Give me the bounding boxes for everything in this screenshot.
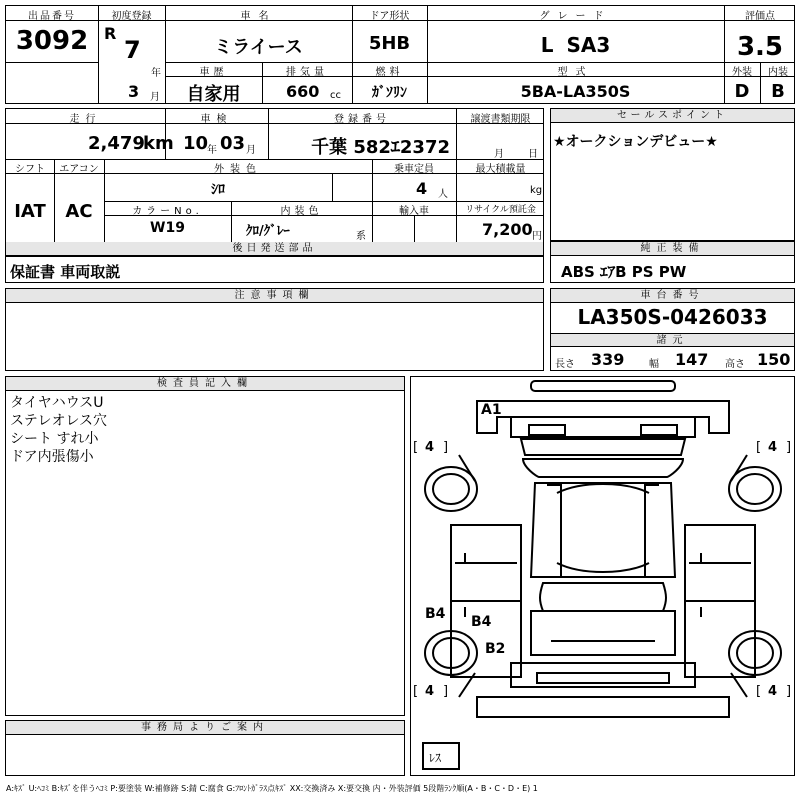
height: 150 bbox=[757, 350, 791, 369]
model-label: 型式 bbox=[557, 67, 594, 78]
mileage: 2,479 bbox=[88, 133, 145, 154]
inspector-note: ステレオレス穴 bbox=[10, 413, 108, 429]
reg-month: 3 bbox=[128, 82, 140, 101]
capacity-label: 乗車定員 bbox=[394, 164, 434, 175]
displacement: 660 bbox=[286, 82, 320, 101]
car-name-label: 車名 bbox=[240, 11, 277, 22]
equipment: ABS ｴｱB PS PW bbox=[561, 263, 687, 281]
tire-bracket-open: [ bbox=[756, 440, 762, 455]
damage-mark-b4-left: B4 bbox=[425, 606, 446, 622]
exterior-grade: D bbox=[734, 81, 750, 102]
insp-year: 10 bbox=[183, 133, 209, 154]
fuel-label: 燃料 bbox=[375, 67, 404, 78]
selling-points-box bbox=[550, 108, 795, 241]
transfer-label: 譲渡書類期限 bbox=[470, 114, 531, 125]
lot-label: 出品番号 bbox=[28, 11, 76, 22]
shift-label: シフト bbox=[15, 164, 45, 175]
score-label: 評価点 bbox=[745, 11, 775, 22]
length: 339 bbox=[591, 350, 625, 369]
tire-bracket-open: [ bbox=[756, 684, 762, 699]
inspector-label: 検査員記入欄 bbox=[6, 377, 404, 391]
insp-year-unit: 年 bbox=[207, 145, 217, 156]
transfer-day: 日 bbox=[528, 149, 538, 160]
door-type: 5HB bbox=[368, 33, 411, 54]
tire-rear-right: 4 bbox=[768, 684, 778, 699]
first-reg-label: 初度登録 bbox=[111, 11, 152, 22]
length-label: 長さ bbox=[555, 359, 575, 370]
score: 3.5 bbox=[736, 32, 784, 62]
insp-month: 03 bbox=[220, 133, 246, 154]
later-parts-box bbox=[5, 256, 544, 283]
model: 5BA-LA350S bbox=[520, 82, 631, 101]
plate-label: 登録番号 bbox=[334, 114, 390, 125]
capacity: 4 bbox=[416, 179, 428, 198]
displacement-unit: cc bbox=[330, 90, 341, 101]
reg-month-unit: 月 bbox=[150, 92, 160, 103]
inspector-note: シート すれ小 bbox=[10, 431, 99, 447]
specs-label: 諸元 bbox=[551, 333, 794, 347]
damage-mark-b4-center: B4 bbox=[471, 614, 492, 630]
tire-bracket-close: ] bbox=[786, 684, 792, 699]
mileage-label: 走行 bbox=[69, 114, 102, 125]
width: 147 bbox=[675, 350, 709, 369]
header-section bbox=[5, 5, 795, 104]
tire-bracket-close: ] bbox=[443, 440, 449, 455]
car-diagram bbox=[411, 377, 794, 775]
plate-number: 千葉 582ｴ2372 bbox=[311, 137, 450, 158]
exterior-label: 外装 bbox=[732, 67, 752, 78]
capacity-unit: 人 bbox=[438, 189, 448, 200]
recycle-label: リサイクル預託金 bbox=[465, 205, 536, 215]
import-label: 輸入車 bbox=[399, 206, 429, 217]
reg-year: 7 bbox=[124, 36, 141, 64]
grade: L SA3 bbox=[540, 33, 611, 57]
selling-points-label: セールスポイント bbox=[551, 109, 794, 123]
displacement-label: 排気量 bbox=[286, 67, 328, 78]
tire-front-left: 4 bbox=[425, 440, 435, 455]
recycle-fee: 7,200 bbox=[482, 220, 533, 239]
inspection-label: 車検 bbox=[200, 114, 233, 125]
tire-front-right: 4 bbox=[768, 440, 778, 455]
caution-label: 注意事項欄 bbox=[6, 289, 543, 303]
interior-color-unit: 系 bbox=[356, 231, 366, 242]
ext-color-label: 外装色 bbox=[214, 164, 262, 175]
exterior-color: ｼﾛ bbox=[211, 182, 225, 198]
history-label: 車歴 bbox=[199, 67, 228, 78]
grade-label: グレード bbox=[539, 11, 612, 22]
damage-mark-a1: A1 bbox=[481, 402, 502, 418]
ac: AC bbox=[65, 201, 93, 222]
tire-bracket-close: ] bbox=[443, 684, 449, 699]
inspector-box bbox=[5, 376, 405, 716]
door-label: ドア形状 bbox=[369, 11, 410, 22]
legend: A:ｷｽﾞ U:ﾍｺﾐ B:ｷｽﾞを伴うﾍｺﾐ P:要塗装 W:補修跡 S:錆 C:腐食 G:ﾌﾛﾝﾄｶﾞﾗｽ点ｷｽﾞ XX:交換済み X:要交換 内・外装評価 5段階ﾗﾝｸ順(A・B・C・D・E) 1 bbox=[6, 784, 538, 793]
tire-rear-left: 4 bbox=[425, 684, 435, 699]
interior-color: ｸﾛ/ｸﾞﾚｰ bbox=[246, 224, 290, 239]
ac-label: エアコン bbox=[59, 164, 99, 175]
shift: IAT bbox=[14, 201, 46, 222]
inspector-note: ドア内張傷小 bbox=[10, 449, 94, 465]
era: R bbox=[104, 24, 117, 43]
chassis-number: LA350S-0426033 bbox=[577, 305, 768, 329]
later-parts: 保証書 車両取説 bbox=[10, 263, 121, 281]
width-label: 幅 bbox=[649, 359, 659, 370]
chassis-label: 車台番号 bbox=[551, 289, 794, 303]
recycle-unit: 円 bbox=[532, 231, 542, 242]
color-no-label: カラーNo. bbox=[132, 206, 203, 217]
max-load-unit: kg bbox=[530, 185, 543, 196]
tire-bracket-close: ] bbox=[786, 440, 792, 455]
car-history: 自家用 bbox=[186, 84, 241, 105]
inspector-note: タイヤハウスU bbox=[10, 395, 104, 411]
reg-year-unit: 年 bbox=[151, 68, 161, 79]
selling-points: ★オークションデビュー★ bbox=[553, 134, 718, 150]
damage-mark-b2: B2 bbox=[485, 641, 506, 657]
height-label: 高さ bbox=[725, 359, 745, 370]
equipment-box bbox=[550, 241, 795, 283]
tire-bracket-open: [ bbox=[413, 440, 419, 455]
damage-diagram bbox=[410, 376, 795, 776]
interior-label: 内装 bbox=[768, 67, 788, 78]
insp-month-unit: 月 bbox=[246, 145, 256, 156]
office-label: 事務局よりご案内 bbox=[6, 721, 404, 735]
later-parts-label: 後日発送部品 bbox=[6, 242, 543, 256]
car-name: ミライース bbox=[214, 37, 303, 58]
spare-tire-mark: ﾚｽ bbox=[429, 751, 442, 765]
lot-number: 3092 bbox=[15, 26, 89, 56]
max-load-label: 最大積載量 bbox=[475, 164, 526, 175]
mileage-unit: km bbox=[143, 133, 174, 154]
fuel: ｶﾞｿﾘﾝ bbox=[372, 85, 407, 101]
chassis-box bbox=[550, 288, 795, 371]
info-section bbox=[5, 108, 544, 257]
equipment-label: 純正装備 bbox=[551, 242, 794, 256]
int-color-label: 内装色 bbox=[280, 206, 323, 217]
color-no: W19 bbox=[150, 220, 185, 236]
interior-grade: B bbox=[771, 81, 785, 102]
caution-box bbox=[5, 288, 544, 371]
tire-bracket-open: [ bbox=[413, 684, 419, 699]
transfer-month: 月 bbox=[494, 149, 504, 160]
office-box bbox=[5, 720, 405, 776]
